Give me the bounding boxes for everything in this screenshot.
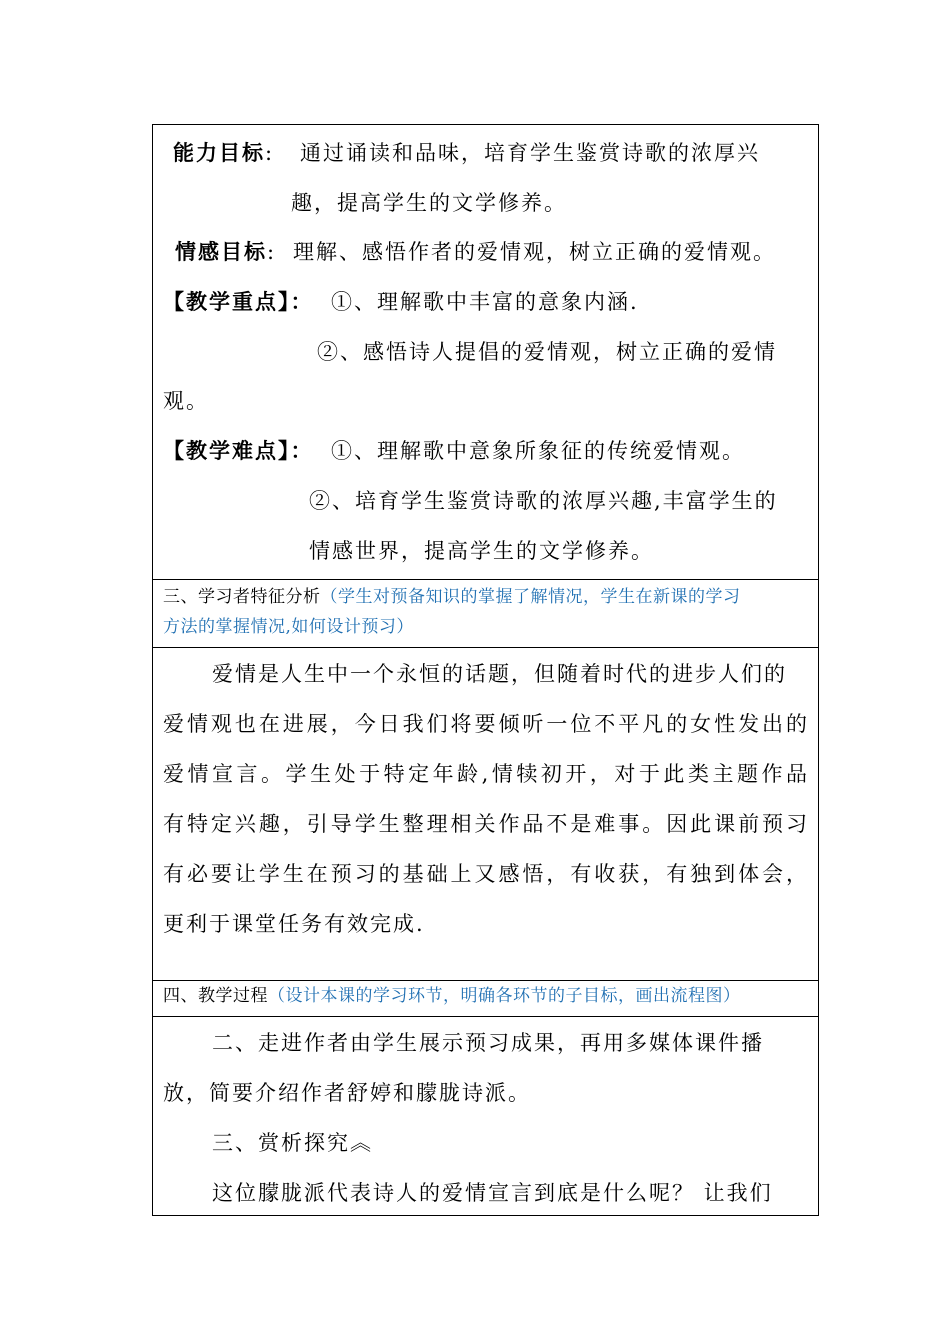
section4-paragraph-line: 二、走进作者由学生展示预习成果，再用多媒体课件播 bbox=[212, 1031, 764, 1055]
section3-paragraph-line: 更利于课堂任务有效完成. bbox=[163, 912, 425, 936]
ability-objective-text-line1: 通过诵读和品味，培育学生鉴赏诗歌的浓厚兴 bbox=[300, 141, 760, 165]
section3-note-line2: 方法的掌握情况,如何设计预习） bbox=[163, 617, 414, 637]
key-point-1: ①、理解歌中丰富的意象内涵. bbox=[331, 290, 639, 314]
objectives-cell bbox=[153, 125, 818, 579]
ability-objective-line1 bbox=[173, 139, 274, 167]
section3-paragraph-line: 爱情观也在进展，今日我们将要倾听一位不平凡的女性发出的 bbox=[163, 712, 809, 736]
section4-paragraph-line: 这位朦胧派代表诗人的爱情宣言到底是什么呢？ 让我们 bbox=[212, 1181, 773, 1205]
section3-title: 三、学习者特征分析 bbox=[163, 587, 321, 607]
difficulty-1: ①、理解歌中意象所象征的传统爱情观。 bbox=[331, 439, 745, 463]
difficulty-2-line2: 情感世界，提高学生的文学修养。 bbox=[309, 539, 654, 563]
emotion-objective-line bbox=[175, 238, 276, 266]
section4-header-cell bbox=[153, 981, 818, 1016]
section3-paragraph-line: 有特定兴趣，引导学生整理相关作品不是难事。因此课前预习 bbox=[163, 812, 809, 836]
section3-paragraph-line: 爱情宣言。学生处于特定年龄,情犊初开，对于此类主题作品 bbox=[163, 762, 809, 786]
difficulty-2-line1: ②、培育学生鉴赏诗歌的浓厚兴趣,丰富学生的 bbox=[309, 489, 778, 513]
ability-objective-colon: : bbox=[265, 141, 275, 165]
section4-paragraph-line: 放，简要介绍作者舒婷和朦胧诗派。 bbox=[163, 1081, 531, 1105]
key-point-2-line1: ②、感悟诗人提倡的爱情观，树立正确的爱情 bbox=[317, 340, 777, 364]
difficulties-label: 【教学难点】： bbox=[163, 438, 314, 463]
section3-header-cell bbox=[153, 580, 818, 647]
key-point-2-line2: 观。 bbox=[163, 389, 209, 413]
section3-body-cell bbox=[153, 648, 818, 980]
section4-body-cell bbox=[153, 1017, 818, 1215]
lesson-plan-table bbox=[152, 124, 819, 1216]
emotion-objective-label: 情感目标 bbox=[175, 239, 267, 264]
section3-header-line1 bbox=[163, 585, 741, 609]
ability-objective-text-line2: 趣，提高学生的文学修养。 bbox=[291, 191, 567, 215]
section3-note-line1: （学生对预备知识的掌握了解情况，学生在新课的学习 bbox=[320, 587, 741, 607]
section4-note: （设计本课的学习环节，明确各环节的子目标，画出流程图） bbox=[268, 986, 741, 1006]
section4-title: 四、教学过程 bbox=[163, 986, 268, 1006]
section4-header-line bbox=[163, 984, 741, 1008]
section3-paragraph-line: 爱情是人生中一个永恒的话题，但随着时代的进步人们的 bbox=[212, 662, 787, 686]
key-points-label: 【教学重点】： bbox=[163, 289, 314, 314]
section4-paragraph-line: 三、赏析探究︽ bbox=[212, 1131, 373, 1155]
emotion-objective-text: 理解、感悟作者的爱情观，树立正确的爱情观。 bbox=[293, 240, 776, 264]
emotion-objective-colon: : bbox=[267, 240, 277, 264]
section3-paragraph-line: 有必要让学生在预习的基础上又感悟，有收获，有独到体会， bbox=[163, 862, 809, 886]
ability-objective-label: 能力目标 bbox=[173, 140, 265, 165]
